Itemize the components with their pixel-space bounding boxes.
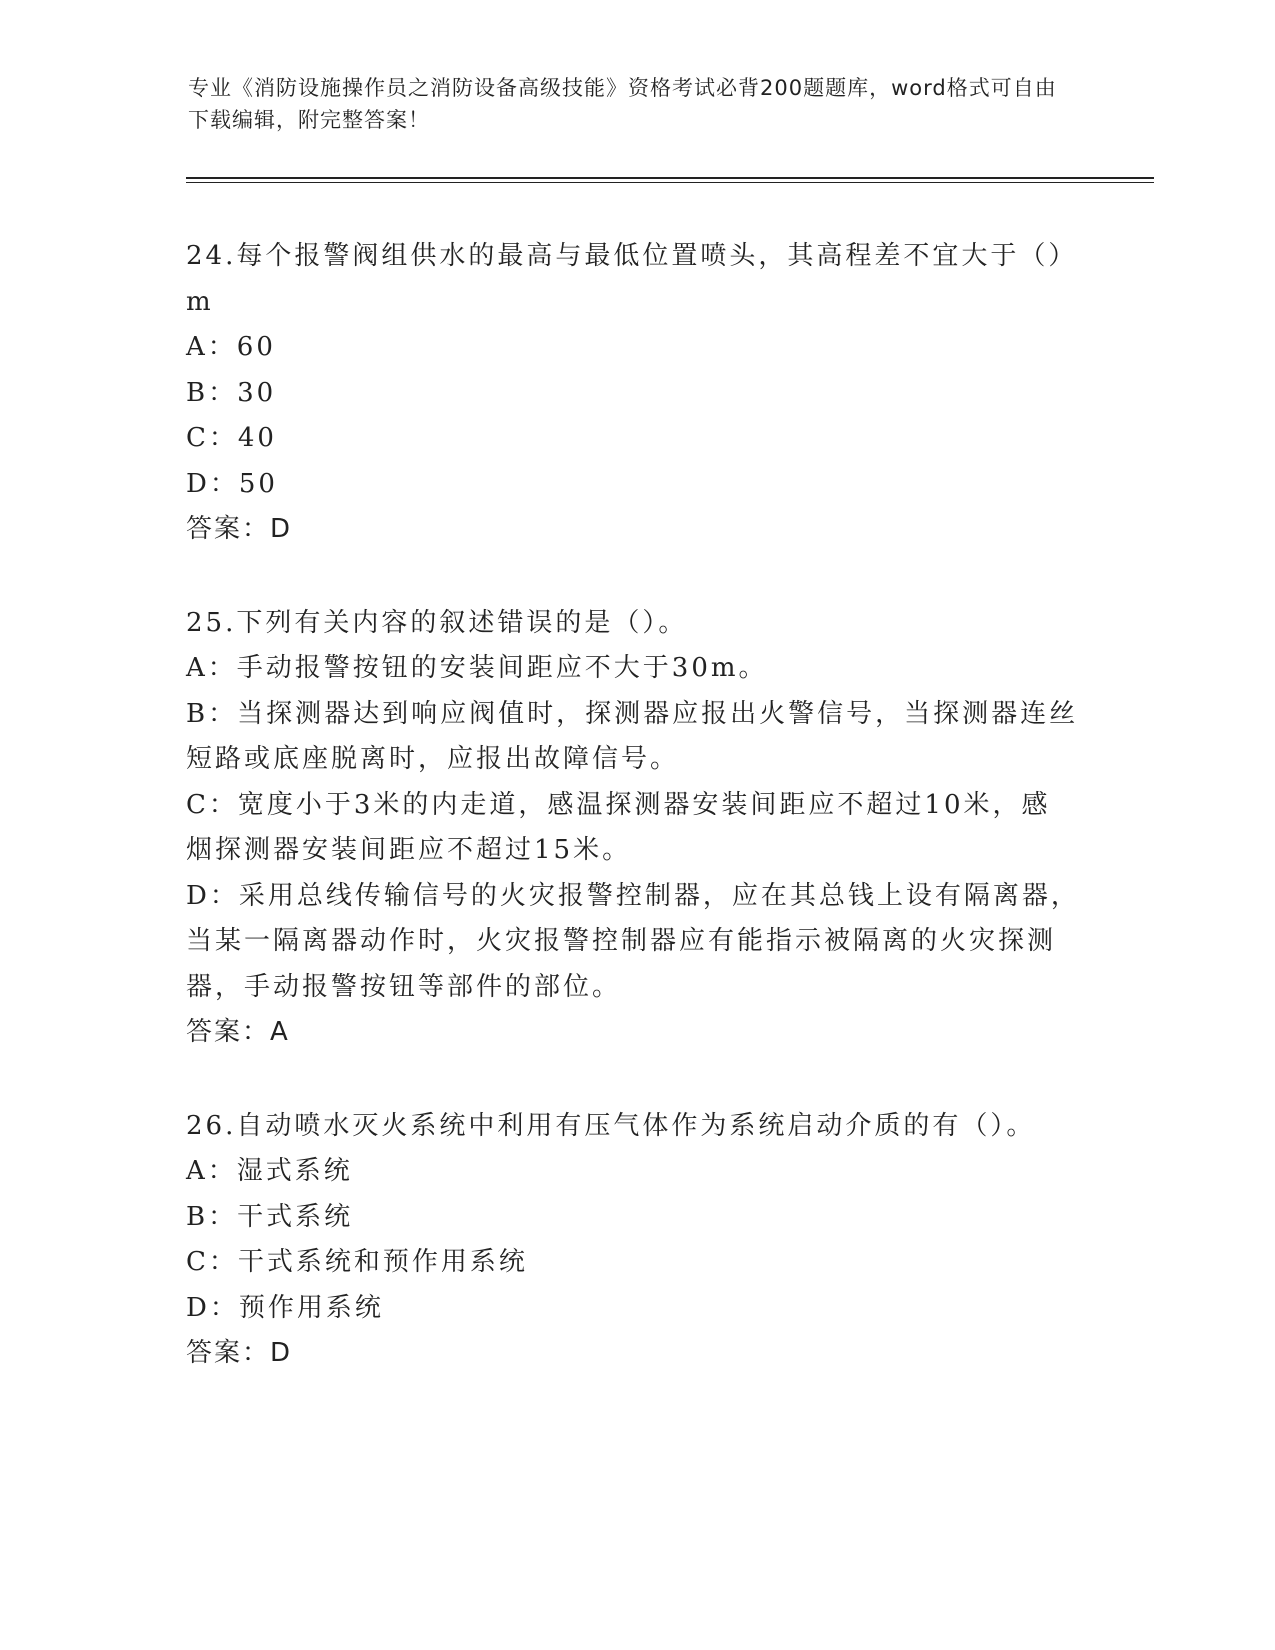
question-list (186, 234, 1086, 1425)
answer-option: A：手动报警按钮的安装间距应不大于30m。 (186, 653, 768, 683)
answer-option: B：30 (186, 377, 277, 408)
answer-option: D：50 (186, 468, 278, 499)
answer-option: D：预作用系统 (186, 1292, 384, 1323)
answer-option: C：干式系统和预作用系统 (186, 1247, 528, 1277)
header-divider-thin (186, 182, 1154, 183)
question-stem: m (186, 286, 214, 317)
answer-option: B：当探测器达到响应阀值时，探测器应报出火警信号，当探测器连丝 (186, 698, 1079, 729)
question-block (186, 601, 1086, 1056)
question-block (186, 234, 1086, 553)
question-block (186, 1104, 1086, 1377)
answer-option: 短路或底座脱离时，应报出故障信号。 (186, 744, 680, 774)
answer-option: 烟探测器安装间距应不超过15米。 (186, 835, 632, 865)
question-stem: 26.自动喷水灭火系统中利用有压气体作为系统启动介质的有（）。 (186, 1110, 1036, 1141)
answer-option: 当某一隔离器动作时，火灾报警控制器应有能指示被隔离的火灾探测 (186, 926, 1057, 956)
answer-option: A：60 (186, 332, 276, 362)
answer-option: C：40 (186, 423, 277, 453)
answer-key: 答案：D (186, 514, 293, 544)
answer-option: D：采用总线传输信号的火灾报警控制器，应在其总钱上设有隔离器， (186, 880, 1080, 911)
answer-option: 器，手动报警按钮等部件的部位。 (186, 971, 622, 1002)
answer-option: C：宽度小于3米的内走道，感温探测器安装间距应不超过10米，感 (186, 789, 1051, 820)
answer-option: B：干式系统 (186, 1201, 354, 1232)
answer-key: 答案：D (186, 1338, 293, 1368)
answer-option: A：湿式系统 (186, 1156, 353, 1186)
question-stem: 24.每个报警阀组供水的最高与最低位置喷头，其高程差不宜大于（） (186, 241, 1078, 271)
document-header: 专业《消防设施操作员之消防设备高级技能》资格考试必背200题题库，word格式可自由下载编辑，附完整答案！ (188, 76, 1057, 132)
header-divider-thick (186, 177, 1154, 179)
answer-key: 答案：A (186, 1017, 290, 1047)
question-stem: 25.下列有关内容的叙述错误的是（）。 (186, 607, 688, 638)
